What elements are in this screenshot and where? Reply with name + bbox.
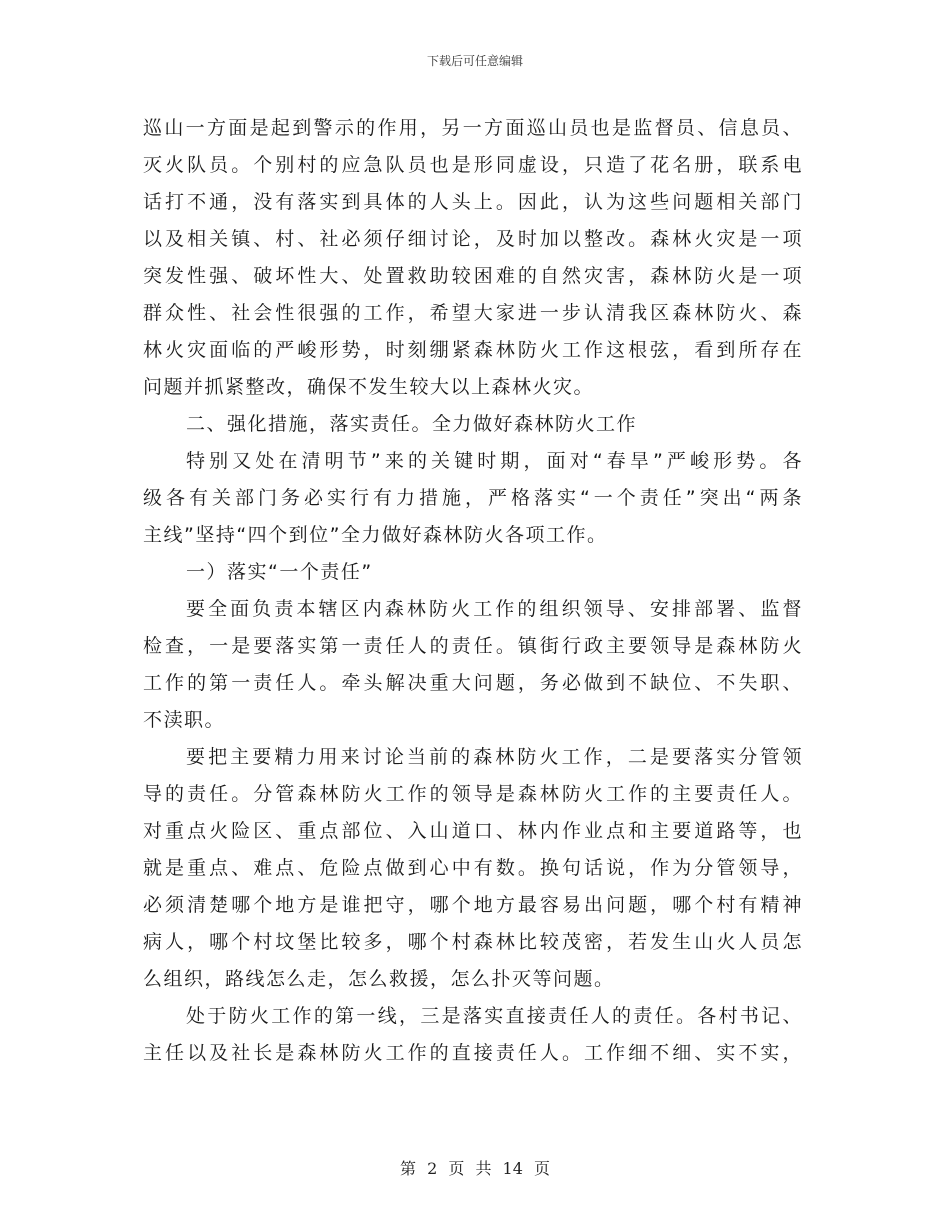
subsection-heading: 一）落实“一个责任” (186, 561, 373, 583)
document-body (143, 110, 803, 1072)
text-line: 巡山一方面是起到警示的作用，另一方面巡山员也是监督员、信息员、 (143, 117, 803, 139)
text-line: 必须清楚哪个地方是谁把守，哪个地方最容易出问题，哪个村有精神 (143, 894, 803, 916)
text-line: 要全面负责本辖区内森林防火工作的组织领导、安排部署、监督 (186, 598, 803, 620)
text-line: 问题并抓紧整改，确保不发生较大以上森林火灾。 (143, 376, 595, 398)
text-line: 检查，一是要落实第一责任人的责任。镇街行政主要领导是森林防火 (143, 635, 803, 657)
page-footer: 第 2 页 共 14 页 (400, 1159, 550, 1178)
text-line: 突发性强、破坏性大、处置救助较困难的自然灾害，森林防火是一项 (143, 265, 803, 287)
text-line: 么组织，路线怎么走，怎么救援，怎么扑灭等问题。 (143, 968, 615, 990)
text-line: 级各有关部门务必实行有力措施，严格落实“一个责任”突出“两条 (143, 487, 803, 509)
text-line: 以及相关镇、村、社必须仔细讨论，及时加以整改。森林火灾是一项 (143, 228, 803, 250)
text-line: 要把主要精力用来讨论当前的森林防火工作，二是要落实分管领 (186, 746, 803, 768)
text-line: 主线”坚持“四个到位”全力做好森林防火各项工作。 (143, 524, 608, 546)
text-line: 不渎职。 (143, 709, 226, 731)
text-line: 病人，哪个村坟堡比较多，哪个村森林比较茂密，若发生山火人员怎 (143, 931, 803, 953)
text-line: 话打不通，没有落实到具体的人头上。因此，认为这些问题相关部门 (143, 191, 803, 213)
text-line: 工作的第一责任人。牵头解决重大问题，务必做到不缺位、不失职、 (143, 672, 803, 694)
text-line: 群众性、社会性很强的工作，希望大家进一步认清我区森林防火、森 (143, 302, 803, 324)
text-line: 灭火队员。个别村的应急队员也是形同虚设，只造了花名册，联系电 (143, 154, 803, 176)
text-line: 特别又处在清明节”来的关键时期，面对“春旱”严峻形势。各 (186, 450, 803, 472)
page-header: 下载后可任意编辑 (426, 54, 523, 68)
text-line: 林火灾面临的严峻形势，时刻绷紧森林防火工作这根弦，看到所存在 (143, 339, 803, 361)
text-line: 主任以及社长是森林防火工作的直接责任人。工作细不细、实不实， (143, 1042, 803, 1064)
text-line: 处于防火工作的第一线，三是落实直接责任人的责任。各村书记、 (186, 1005, 803, 1027)
text-line: 就是重点、难点、危险点做到心中有数。换句话说，作为分管领导， (143, 857, 803, 879)
text-line: 对重点火险区、重点部位、入山道口、林内作业点和主要道路等，也 (143, 820, 803, 842)
text-line: 导的责任。分管森林防火工作的领导是森林防火工作的主要责任人。 (143, 783, 803, 805)
section-heading: 二、强化措施，落实责任。全力做好森林防火工作 (186, 413, 638, 435)
